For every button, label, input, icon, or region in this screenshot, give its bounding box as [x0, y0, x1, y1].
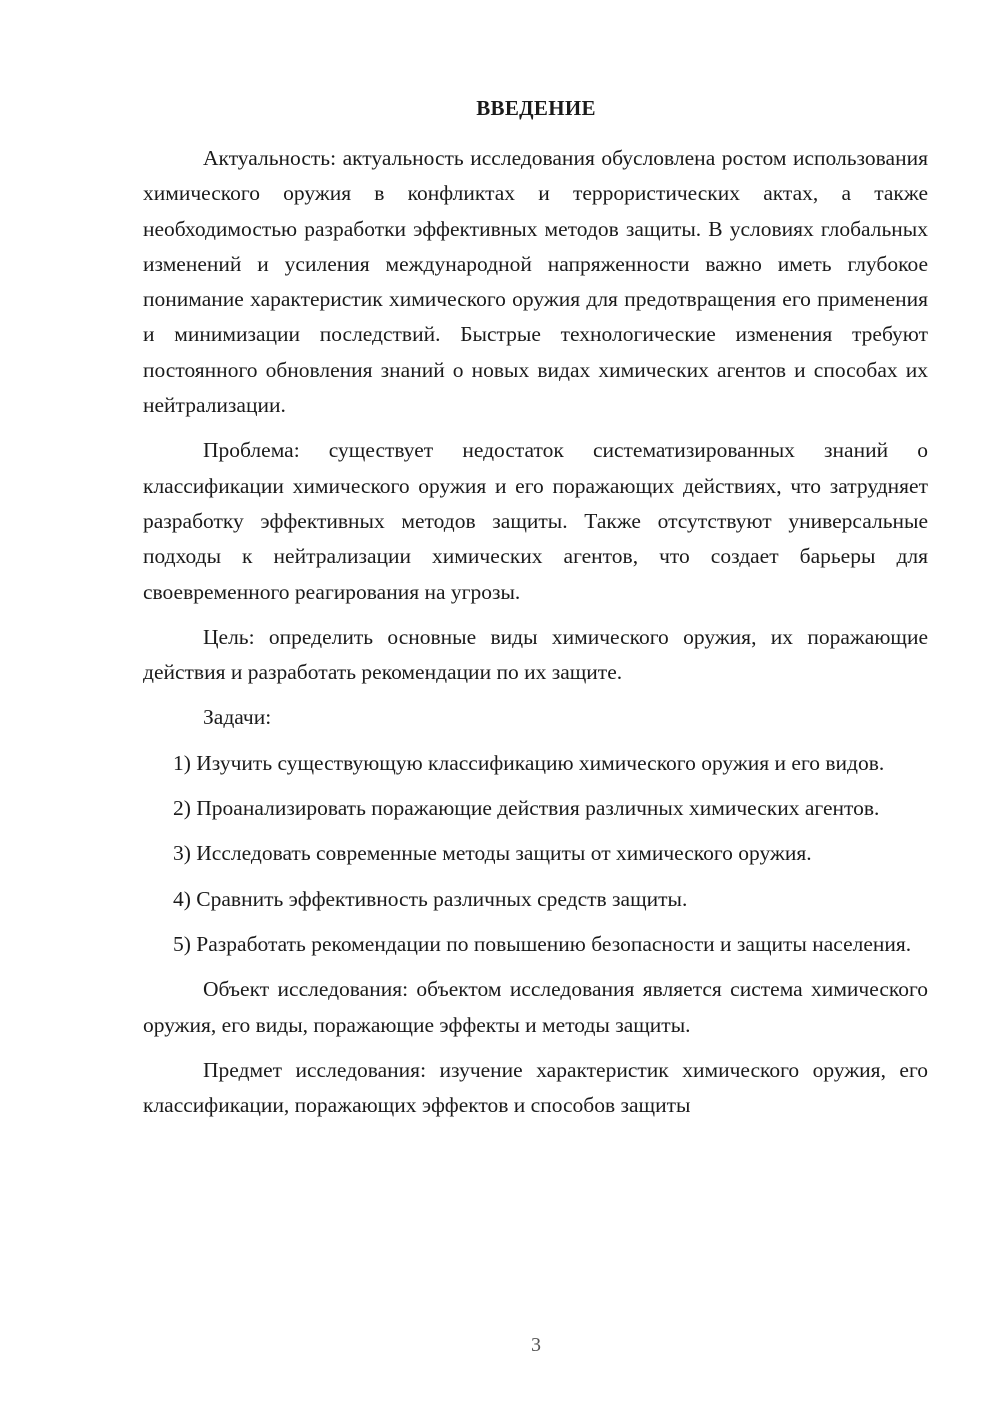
page-number: 3	[531, 1334, 541, 1356]
paragraph-goal: Цель: определить основные виды химического оружия, их поражающие действия и разработать рекомендации по их защите.	[143, 624, 928, 685]
page-title: ВВЕДЕНИЕ	[476, 96, 596, 120]
paragraph-subject: Предмет исследования: изучение характеристик химического оружия, его классификации, поражающих эффектов и способов защиты	[143, 1057, 928, 1118]
task-item-1: 1) Изучить существующую классификацию химического оружия и его видов.	[173, 750, 885, 775]
paragraph-relevance: Актуальность: актуальность исследования обусловлена ростом использования химического оружия в конфликтах и террористических актах, а также необходимостью разработки эффективных методов защиты. В условиях глобальных изменений и усиления международной напряженности важно иметь глубокое понимание характеристик химического оружия для предотвращения его применения и минимизации последствий. Быстрые технологические изменения требуют постоянного обновления знаний о новых видах химических агентов и способах их нейтрализации.	[143, 146, 928, 418]
paragraph-object: Объект исследования: объектом исследования является система химического оружия, его виды, поражающие эффекты и методы защиты.	[143, 977, 928, 1037]
task-item-3: 3) Исследовать современные методы защиты от химического оружия.	[173, 841, 812, 866]
task-item-2: 2) Проанализировать поражающие действия различных химических агентов.	[173, 796, 880, 821]
paragraph-problem: Проблема: существует недостаток систематизированных знаний о классификации химического оружия и его поражающих действиях, что затрудняет разработку эффективных методов защиты. Также отсутствуют универсальные подходы к нейтрализации химических агентов, что создает барьеры для своевременного реагирования на угрозы.	[143, 438, 928, 604]
paragraph-tasks-heading: Задачи:	[203, 705, 272, 730]
document-body	[143, 141, 928, 1123]
task-item-5: 5) Разработать рекомендации по повышению безопасности и защиты населения.	[173, 931, 912, 956]
task-item-4: 4) Сравнить эффективность различных средств защиты.	[173, 886, 688, 911]
